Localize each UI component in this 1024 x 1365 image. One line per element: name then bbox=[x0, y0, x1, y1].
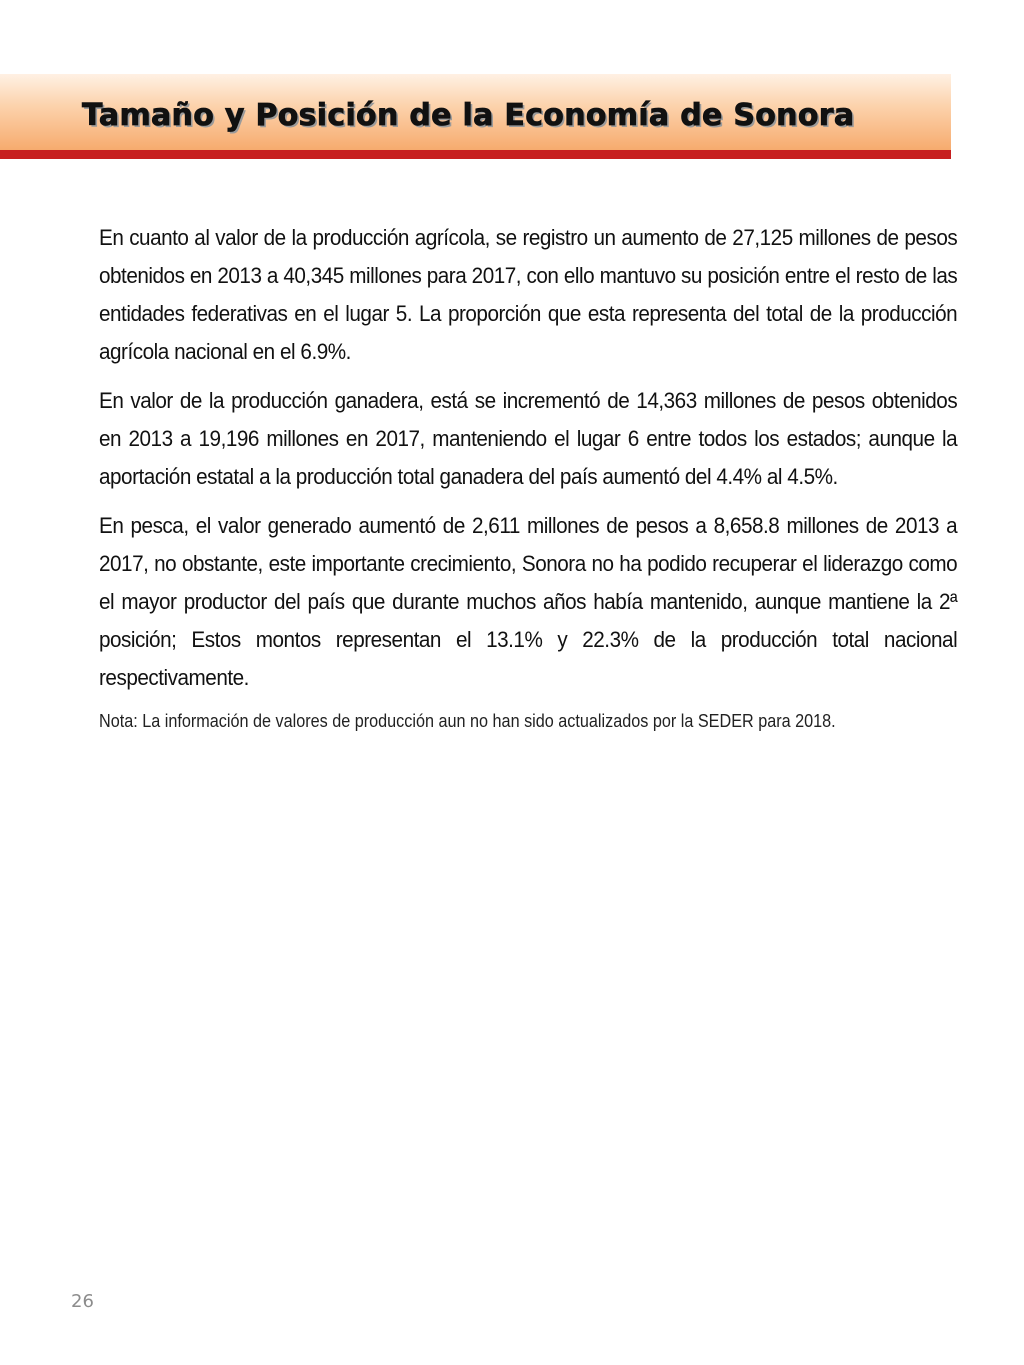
paragraph-ganaderia: En valor de la producción ganadera, está se incrementó de 14,363 millones de pesos obtenidos en 2013 a 19,196 millones en 2017, manteniendo el lugar 6 entre todos los estados; aunque la aportación estatal a la producción total ganadera del país aumentó del 4.4% al 4.5%. bbox=[99, 388, 958, 489]
page-title: Tamaño y Posición de la Economía de Sonora bbox=[82, 98, 855, 133]
page-number: 26 bbox=[71, 1291, 94, 1312]
body-content bbox=[99, 219, 957, 734]
footnote-text: Nota: La información de valores de producción aun no han sido actualizados por la SEDER para 2018. bbox=[99, 711, 836, 731]
paragraph-pesca: En pesca, el valor generado aumentó de 2,611 millones de pesos a 8,658.8 millones de 2013 a 2017, no obstante, este importante crecimiento, Sonora no ha podido recuperar el liderazgo como el mayor productor del país que durante muchos años había mantenido, aunque mantiene la 2ª posición; Estos montos representan el 13.1% y 22.3% de la producción total nacional respectivamente. bbox=[99, 513, 958, 690]
paragraph-agricultura: En cuanto al valor de la producción agrícola, se registro un aumento de 27,125 millones de pesos obtenidos en 2013 a 40,345 millones para 2017, con ello mantuvo su posición entre el resto de las entidades federativas en el lugar 5. La proporción que esta representa del total de la producción agrícola nacional en el 6.9%. bbox=[99, 225, 958, 364]
header-rule bbox=[0, 150, 951, 159]
